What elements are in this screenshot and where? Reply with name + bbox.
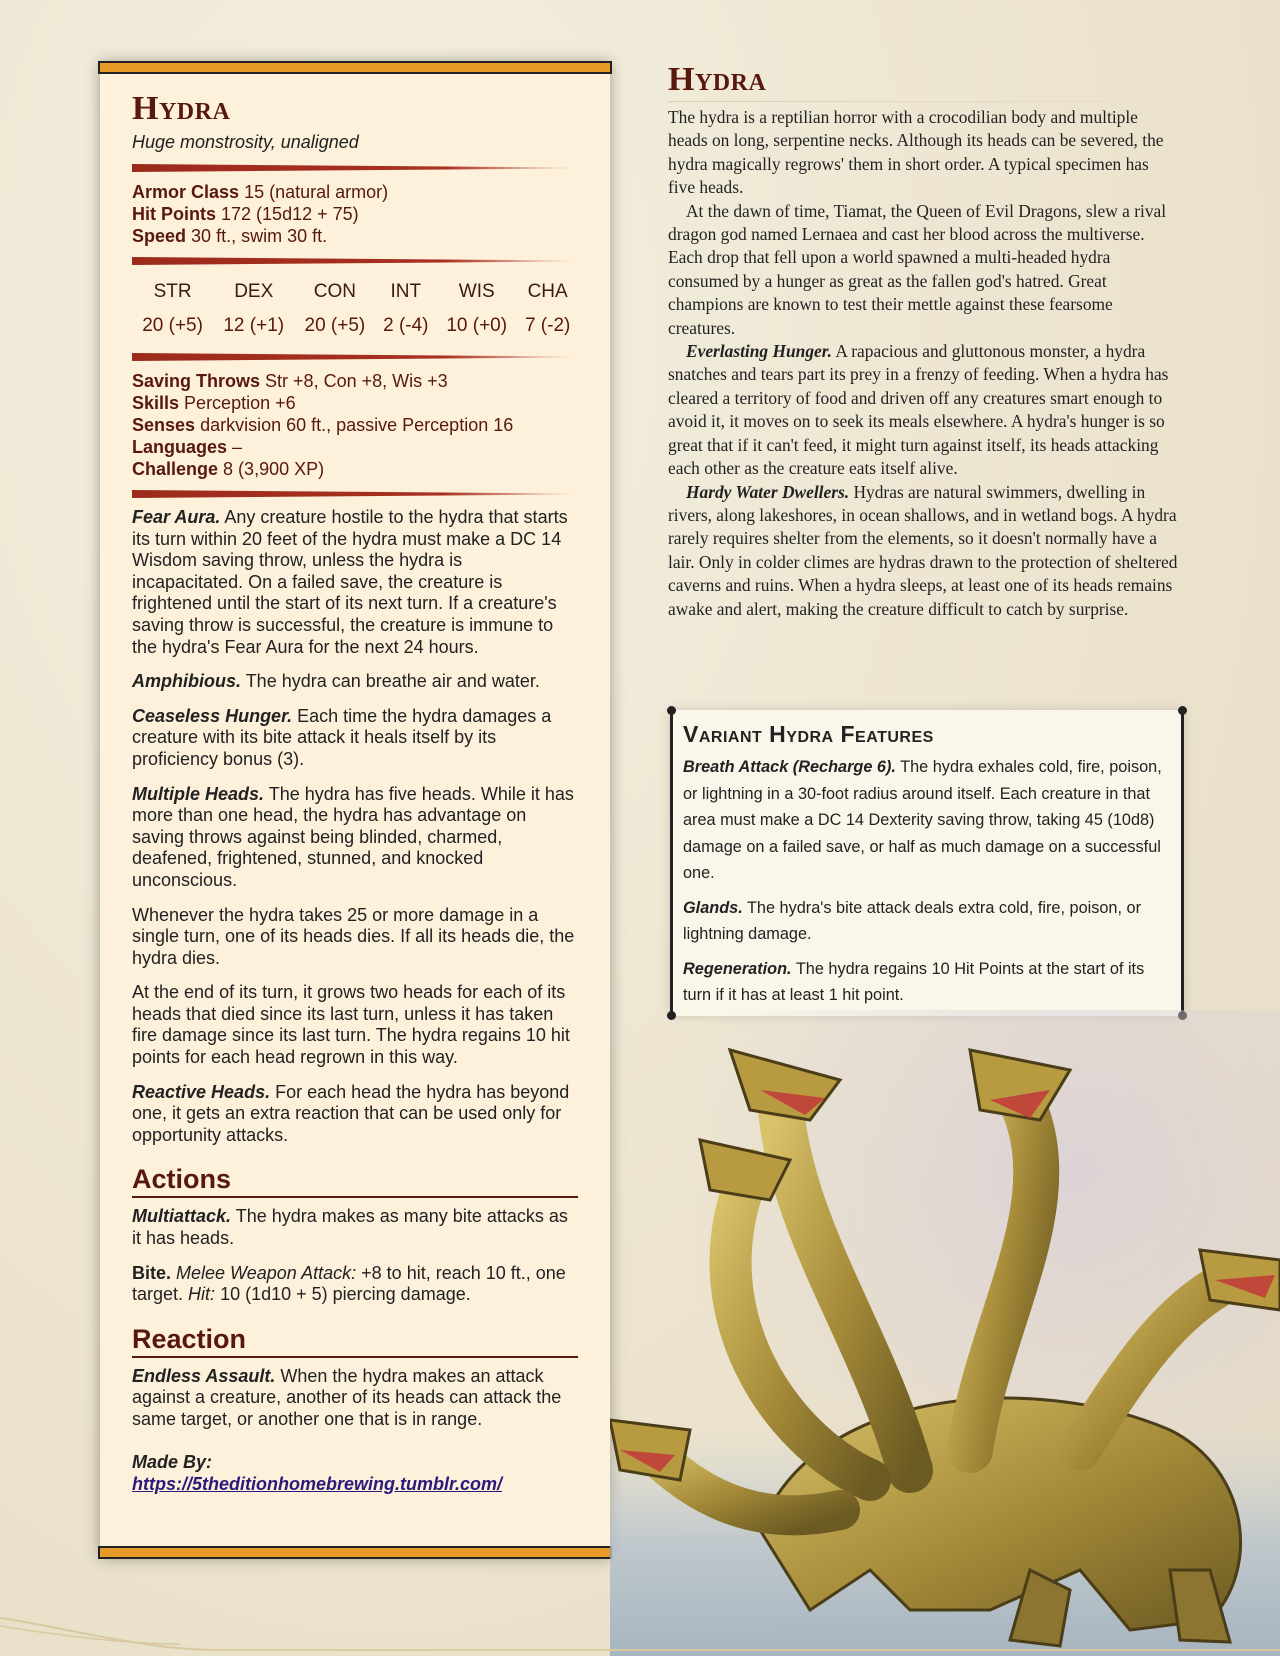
reaction-name: Endless Assault. <box>132 1365 276 1386</box>
ability-header-dex: DEX <box>234 281 274 302</box>
trait-name: Multiple Heads. <box>132 783 265 804</box>
variant-features-box <box>670 710 1184 1016</box>
hit-points-line <box>132 203 578 225</box>
variant-feature-text: The hydra exhales cold, fire, poison, or lightning in a 30-foot radius around itself. Each creature in that area must make a DC 14 Dexterity saving throw, taking 45 (10d8) damage on a failed save, or half as much damage on a successful one. <box>683 758 1162 882</box>
saving-throws-line <box>132 370 578 392</box>
ability-score-dex: 12 (+1) <box>223 315 285 336</box>
trait-text: Any creature hostile to the hydra that starts its turn within 20 feet of the hydra must make a DC 14 Wisdom saving throw, unless the hydra is incapacitated. On a failed save, the creature is frightened until the start of its next turn. If a creature's saving throw is successful, the creature is immune to the hydra's Fear Aura for the next 24 hours. <box>132 507 568 657</box>
hit-points-label: Hit Points <box>132 204 216 224</box>
tapered-rule <box>132 164 578 172</box>
armor-class-value: 15 (natural armor) <box>244 182 389 202</box>
lore-text-water: Hydras are natural swimmers, dwelling in rivers, along lakeshores, in ocean shallows, and in wetland bogs. A hydra rarely requires shelter from the elements, so it doesn't normally have a lair. Only in colder climes are hydras drawn to the protection of sheltered caverns and ruins. When a hydra sleeps, at least one of its heads remains awake and alert, making the creature difficult to catch by surprise. <box>668 481 1178 619</box>
variant-feature-name: Breath Attack (Recharge 6). <box>683 758 896 776</box>
variant-feature-text: The hydra regains 10 Hit Points at the start of its turn if it has at least 1 hit point. <box>683 959 1145 1004</box>
variant-feature-name: Glands. <box>683 898 743 917</box>
action-text: The hydra makes as many bite attacks as it has heads. <box>132 1206 568 1249</box>
trait-text: Whenever the hydra takes 25 or more damage in a single turn, one of its heads dies. If all its heads die, the hydra dies. <box>132 904 575 968</box>
lore-paragraph-hunger <box>668 340 1180 480</box>
trait-name: Ceaseless Hunger. <box>132 705 293 726</box>
lore-heading-water: Hardy Water Dwellers. <box>686 481 850 502</box>
corner-dot <box>1178 706 1187 715</box>
tapered-rule <box>132 490 578 498</box>
trait-ceaseless-hunger <box>132 706 578 771</box>
variant-feature-text: The hydra's bite attack deals extra cold, fire, poison, or lightning damage. <box>683 898 1142 943</box>
stat-block-top-bar <box>98 61 612 74</box>
action-damage: 10 (1d10 + 5) piercing damage. <box>220 1284 471 1305</box>
lore-paragraph-intro: The hydra is a reptilian horror with a crocodilian body and multiple heads on long, serpentine necks. Although its heads can be severed, the hydra magically regrows' them in short order. A typical specimen has five heads. <box>668 107 1164 198</box>
action-multiattack <box>132 1206 578 1249</box>
ability-score-str: 20 (+5) <box>142 315 203 336</box>
armor-class-label: Armor Class <box>132 182 240 202</box>
stat-block <box>100 62 610 1558</box>
languages-line <box>132 436 578 458</box>
reaction-text: When the hydra makes an attack against a creature, another of its heads can attack the same target, or another one that is in range. <box>132 1365 562 1429</box>
lore-paragraph-origin: At the dawn of time, Tiamat, the Queen of Evil Dragons, slew a rival dragon god named Lernaea and cast her blood across the multiverse. Each drop that fell upon a world spawned a multi-headed hydra consumed by a hunger as great as the fallen god's hatred. Great champions are known to test their mettle against these fearsome creatures. <box>668 200 1167 338</box>
monster-type: Huge monstrosity, unaligned <box>132 132 359 152</box>
senses-label: Senses <box>132 415 196 435</box>
ability-scores-table <box>132 275 578 343</box>
trait-multiple-heads-regrow <box>132 982 578 1068</box>
lore-column <box>668 60 1180 621</box>
hydra-illustration <box>610 1010 1280 1656</box>
lore-paragraph-water <box>668 481 1180 621</box>
variant-regeneration <box>683 956 1169 1009</box>
ability-header-int: INT <box>390 281 422 302</box>
armor-class-line <box>132 181 578 203</box>
title-underline <box>668 101 1228 102</box>
action-bite <box>132 1263 578 1306</box>
ability-score-wis: 10 (+0) <box>446 315 508 336</box>
speed-label: Speed <box>132 226 187 246</box>
languages-label: Languages <box>132 437 228 457</box>
variant-breath-attack <box>683 754 1169 887</box>
hit-points-value: 172 (15d12 + 75) <box>221 204 359 224</box>
lore-title: Hydra <box>668 61 767 98</box>
credits <box>132 1451 578 1495</box>
ability-header-con: CON <box>313 281 356 302</box>
reaction-endless-assault <box>132 1366 578 1431</box>
lore-text-hunger: A rapacious and gluttonous monster, a hydra snatches and tears part its prey in a frenzy of feeding. When a hydra has cleared a territory of food and driven off any creatures smart enough to avoid it, it moves on to seek its meals elsewhere. A hydra's hunger is so great that if it can't feed, it might turn against itself, its heads attacking each other as the creature eats itself alive. <box>668 341 1169 479</box>
monster-name: Hydra <box>132 90 231 127</box>
skills-label: Skills <box>132 393 180 413</box>
hydra-head <box>610 1420 690 1480</box>
trait-text: At the end of its turn, it grows two heads for each of its heads that died since its last turn, unless it has taken fire damage since its last turn. The hydra regains 10 hit points for each head regrown in this way. <box>132 982 570 1068</box>
variant-title: Variant Hydra Features <box>683 721 934 747</box>
stat-block-bottom-bar <box>98 1546 612 1559</box>
challenge-line <box>132 458 578 480</box>
ability-score-int: 2 (-4) <box>383 315 429 336</box>
skills-line <box>132 392 578 414</box>
ability-header-str: STR <box>153 281 192 302</box>
speed-value: 30 ft., swim 30 ft. <box>191 226 328 246</box>
trait-name: Fear Aura. <box>132 507 221 527</box>
hydra-head <box>1200 1250 1280 1310</box>
ability-score-con: 20 (+5) <box>304 315 366 336</box>
lore-heading-hunger: Everlasting Hunger. <box>686 341 832 362</box>
action-text: +8 to hit, reach 10 ft., one target. <box>132 1262 566 1305</box>
trait-fear-aura <box>132 507 578 658</box>
variant-features-content <box>683 720 1169 1017</box>
variant-feature-name: Regeneration. <box>683 959 792 978</box>
trait-text: The hydra has five heads. While it has more than one head, the hydra has advantage on saving throws against being blinded, charmed, deafened, frightened, stunned, and knocked unconscious. <box>132 783 574 890</box>
attack-type: Melee Weapon Attack: <box>176 1262 357 1283</box>
stat-block-content <box>132 90 578 1495</box>
ability-scores-row <box>132 309 578 343</box>
ability-header-cha: CHA <box>527 281 568 302</box>
trait-text: For each head the hydra has beyond one, it gets an extra reaction that can be used only for opportunity attacks. <box>132 1081 570 1145</box>
saving-throws-value: Str +8, Con +8, Wis +3 <box>265 371 448 391</box>
trait-multiple-heads <box>132 784 578 892</box>
made-by-label: Made By: <box>132 1451 213 1472</box>
ability-header-wis: WIS <box>458 281 495 302</box>
actions-heading: Actions <box>132 1162 578 1198</box>
senses-value: darkvision 60 ft., passive Perception 16 <box>200 415 514 435</box>
page-border-flourish <box>0 1606 1280 1656</box>
action-name: Bite. <box>132 1262 172 1283</box>
languages-value: – <box>232 437 243 457</box>
trait-text: Each time the hydra damages a creature with its bite attack it heals itself by its proficiency bonus (3). <box>132 705 552 769</box>
senses-line <box>132 414 578 436</box>
reaction-heading: Reaction <box>132 1322 578 1358</box>
variant-glands <box>683 895 1169 948</box>
corner-dot <box>667 706 676 715</box>
action-name: Multiattack. <box>132 1206 232 1227</box>
trait-name: Reactive Heads. <box>132 1081 271 1102</box>
challenge-value: 8 (3,900 XP) <box>223 459 325 479</box>
tapered-rule <box>132 353 578 361</box>
trait-name: Amphibious. <box>132 671 241 692</box>
made-by-link[interactable]: https://5theditionhomebrewing.tumblr.com/ <box>132 1473 503 1494</box>
trait-reactive-heads <box>132 1082 578 1147</box>
ability-headers-row <box>132 275 578 309</box>
saving-throws-label: Saving Throws <box>132 371 261 391</box>
tapered-rule <box>132 257 578 265</box>
challenge-label: Challenge <box>132 459 219 479</box>
speed-line <box>132 225 578 247</box>
skills-value: Perception +6 <box>184 393 296 413</box>
trait-multiple-heads-damage <box>132 905 578 970</box>
hit-label: Hit: <box>188 1284 216 1305</box>
trait-text: The hydra can breathe air and water. <box>245 671 540 692</box>
ability-score-cha: 7 (-2) <box>524 315 571 336</box>
trait-amphibious <box>132 671 578 693</box>
